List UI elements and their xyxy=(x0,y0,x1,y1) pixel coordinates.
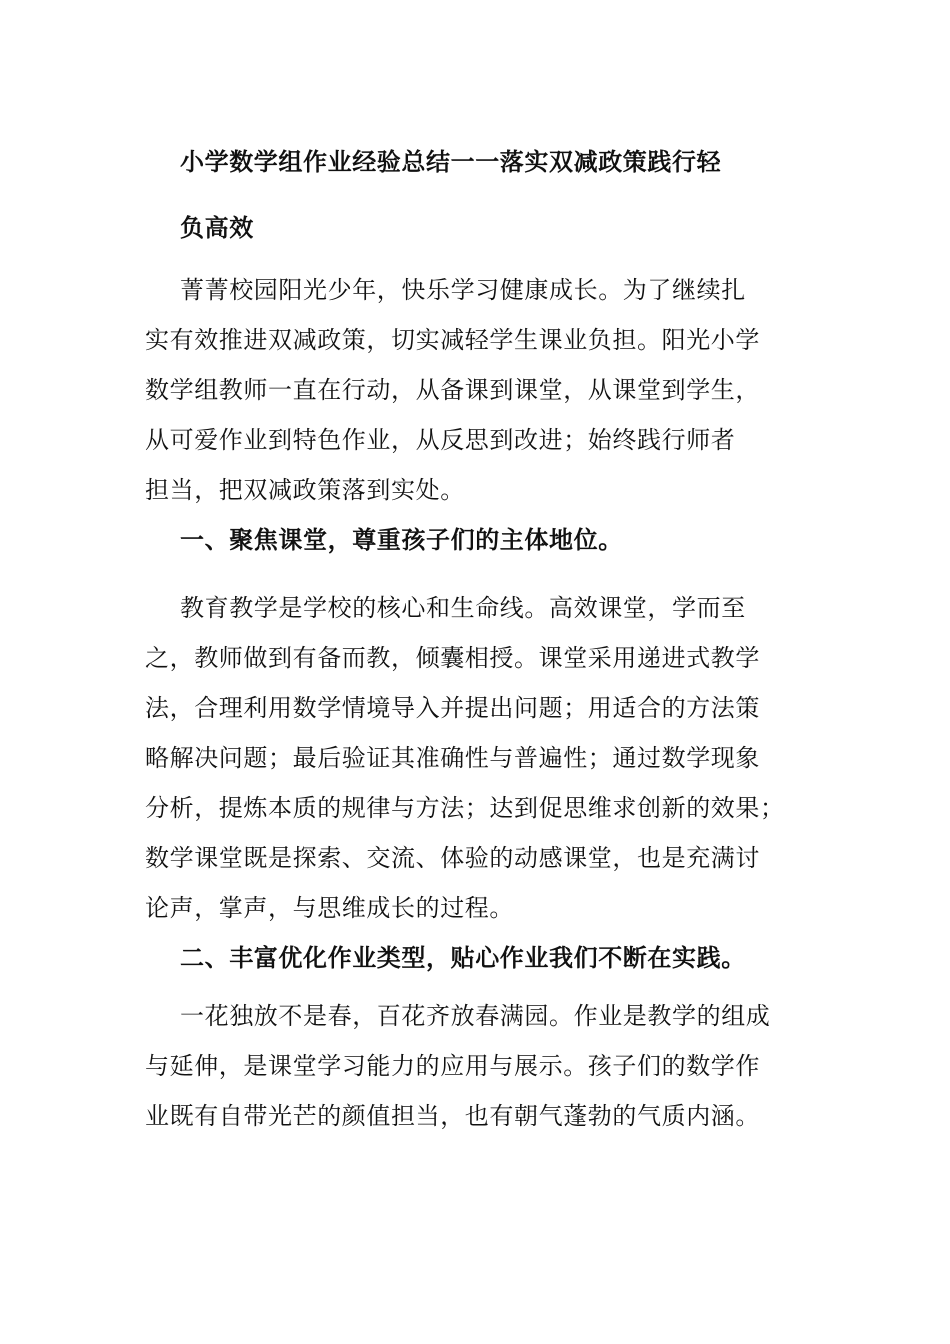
paragraph-1-line-2: 实有效推进双减政策，切实减轻学生课业负担。阳光小学 xyxy=(145,326,760,354)
section-heading-1: 一、聚焦课堂，尊重孩子们的主体地位。 xyxy=(180,526,623,554)
paragraph-3-line-2: 与延伸，是课堂学习能力的应用与展示。孩子们的数学作 xyxy=(145,1052,760,1080)
paragraph-1-line-1: 菁菁校园阳光少年，快乐学习健康成长。为了继续扎 xyxy=(180,276,746,304)
paragraph-2-line-3: 法，合理利用数学情境导入并提出问题；用适合的方法策 xyxy=(145,694,760,722)
paragraph-2-line-1: 教育教学是学校的核心和生命线。高效课堂，学而至 xyxy=(180,594,746,622)
document-title-line-2: 负高效 xyxy=(180,214,254,242)
paragraph-2-line-7: 论声，掌声，与思维成长的过程。 xyxy=(145,894,514,922)
document-title-line-1: 小学数学组作业经验总结一一落实双减政策践行轻 xyxy=(180,148,722,176)
paragraph-2-line-6: 数学课堂既是探索、交流、体验的动感课堂，也是充满讨 xyxy=(145,844,760,872)
paragraph-2-line-5: 分析，提炼本质的规律与方法；达到促思维求创新的效果； xyxy=(145,794,785,822)
paragraph-2-line-4: 略解决问题；最后验证其准确性与普遍性；通过数学现象 xyxy=(145,744,760,772)
paragraph-2-line-2: 之，教师做到有备而教，倾囊相授。课堂采用递进式教学 xyxy=(145,644,760,672)
paragraph-1-line-3: 数学组教师一直在行动，从备课到课堂，从课堂到学生， xyxy=(145,376,760,404)
paragraph-1-line-5: 担当，把双减政策落到实处。 xyxy=(145,476,465,504)
paragraph-3-line-3: 业既有自带光芒的颜值担当，也有朝气蓬勃的气质内涵。 xyxy=(145,1102,760,1130)
paragraph-3-line-1: 一花独放不是春，百花齐放春满园。作业是教学的组成 xyxy=(180,1002,771,1030)
section-heading-2: 二、丰富优化作业类型，贴心作业我们不断在实践。 xyxy=(180,944,746,972)
paragraph-1-line-4: 从可爱作业到特色作业，从反思到改进；始终践行师者 xyxy=(145,426,736,454)
